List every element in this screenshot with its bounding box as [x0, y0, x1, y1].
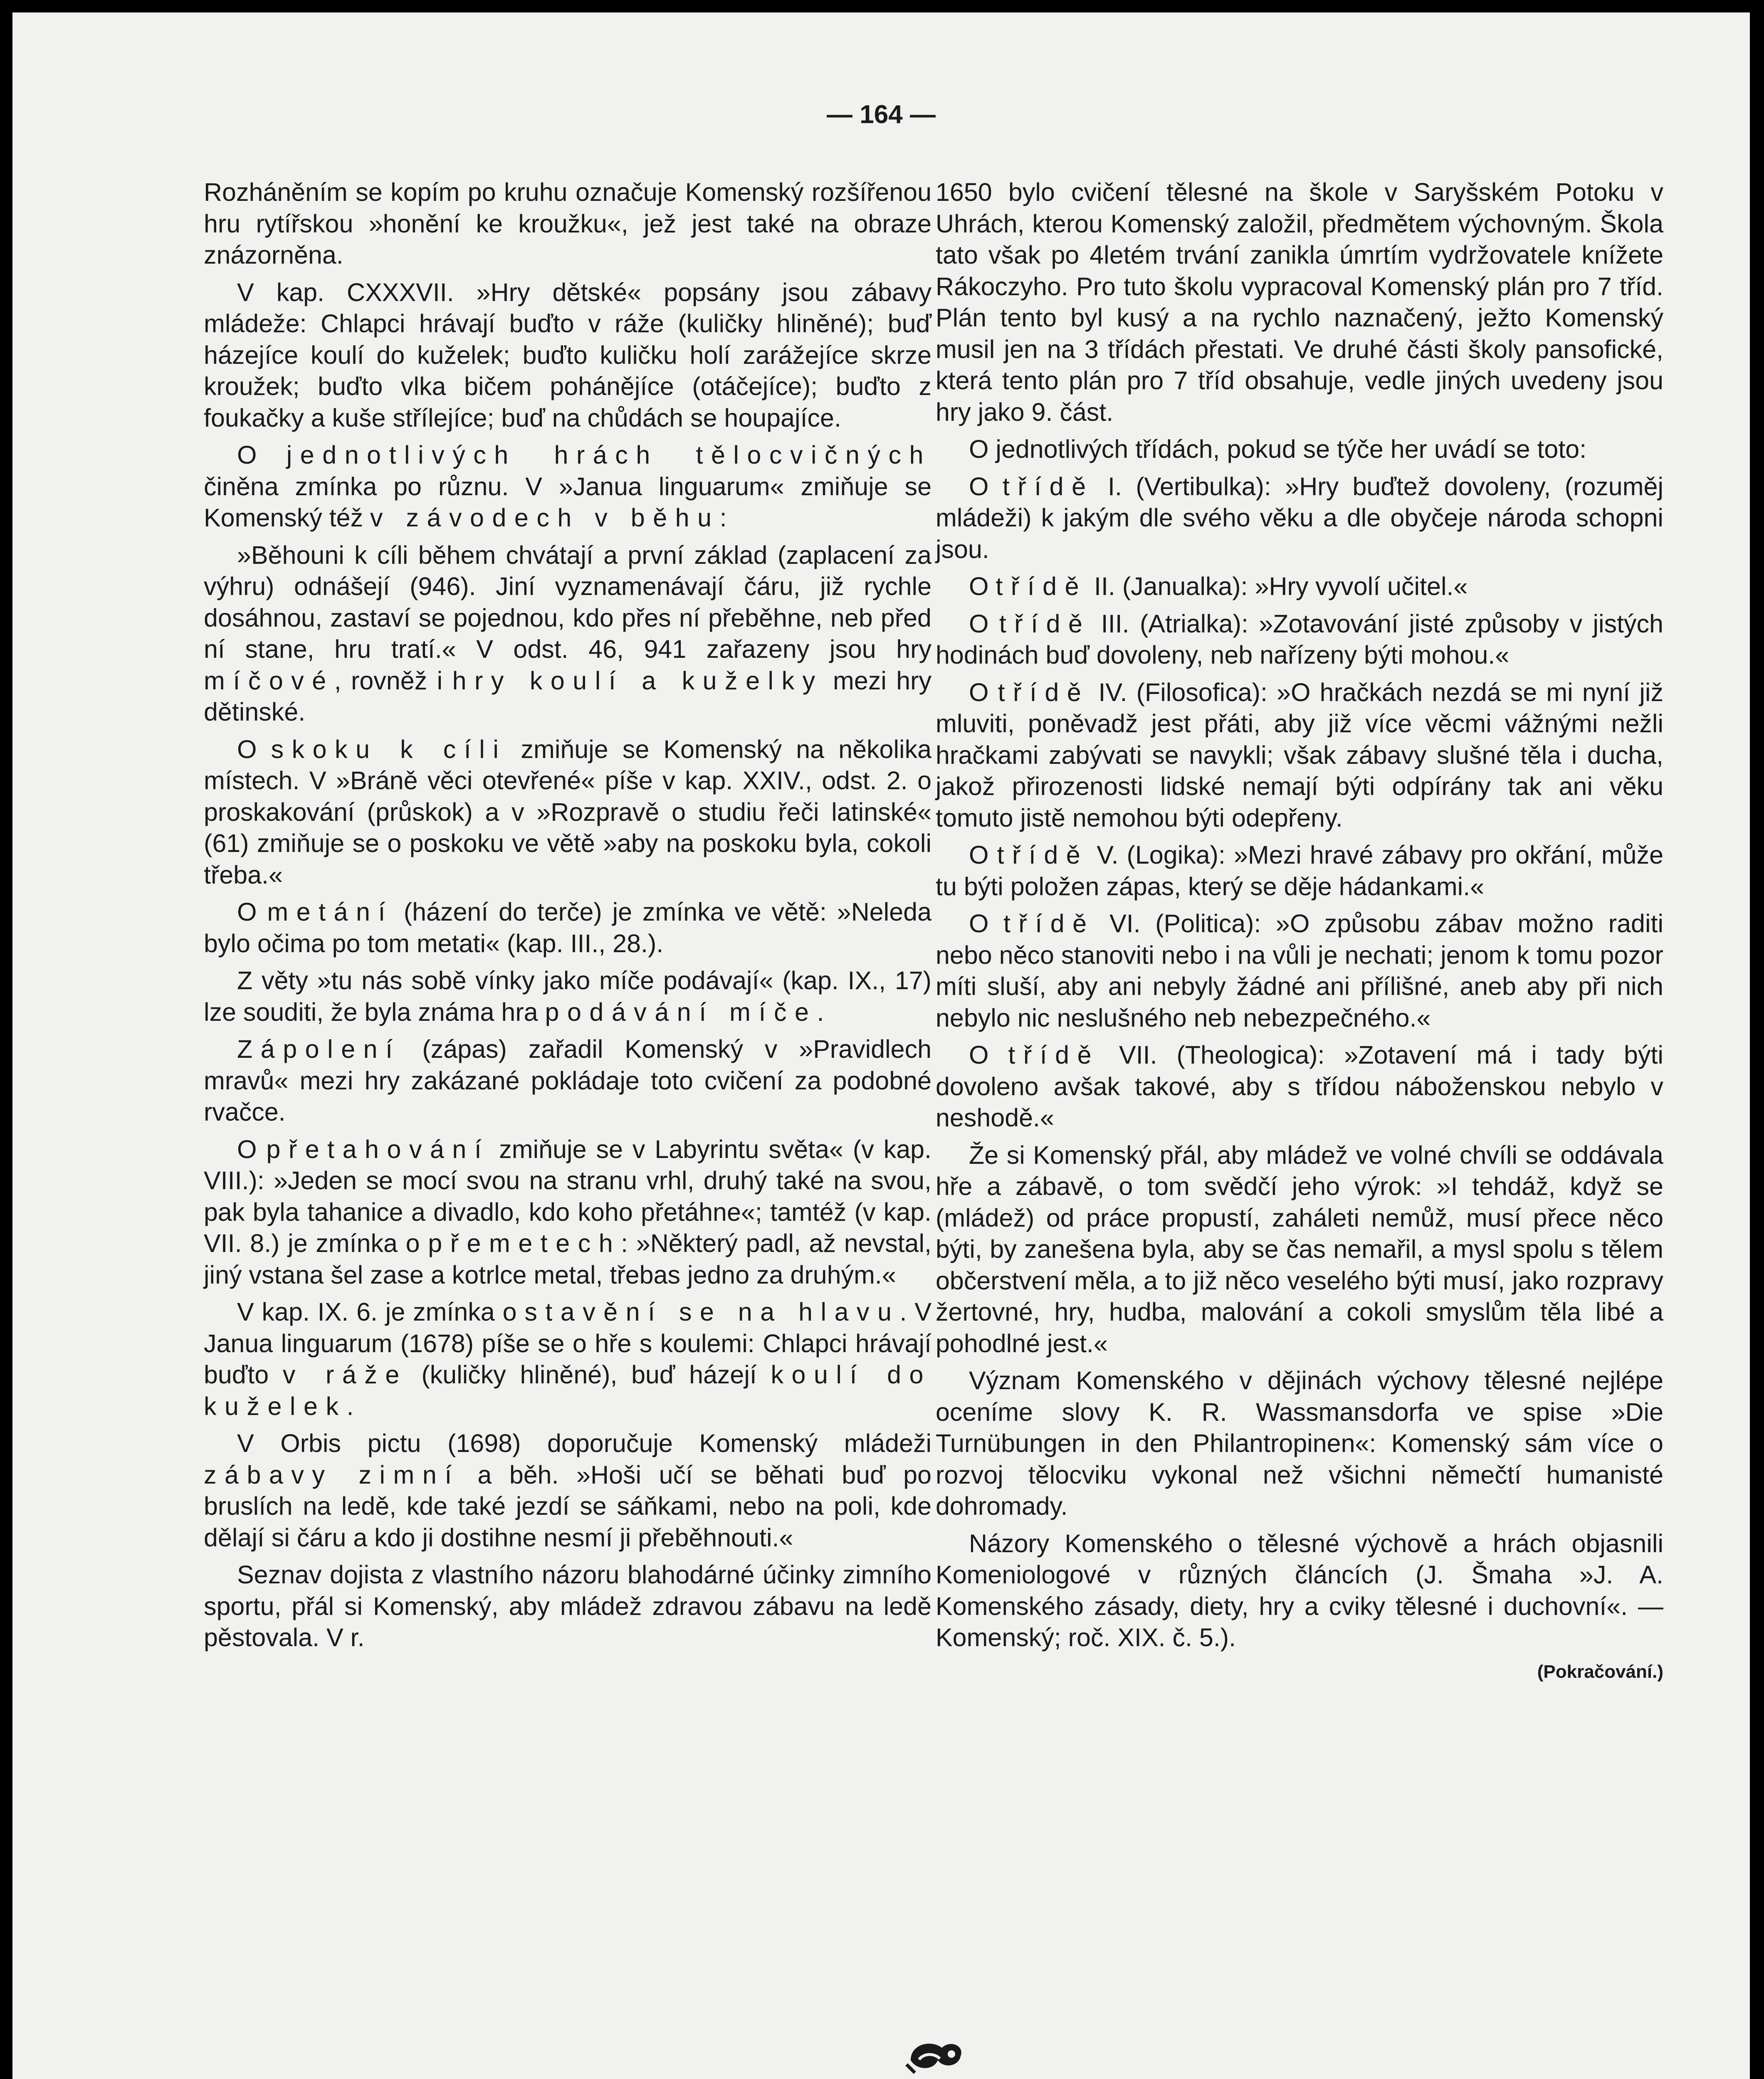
- continued-note: (Pokračování.): [1537, 1661, 1663, 1682]
- paragraph: Že si Komenský přál, aby mládež ve volné chvíli se oddávala hře a zábavě, o tom svědčí jeho výrok: »I tehdáž, když se (mládež) od práce propustí, zaháleti nemůž, musí přece něco býti, by zanešena byla, aby se čas nemařil, a mysl spolu s tělem občerstvení měla, a to již něco veselého býti musí, jako rozpravy žertovné, hry, hudba, malování a cokoli smyslům těla libé a pohodlné jest.«: [936, 1141, 1663, 1358]
- paragraph: Seznav dojista z vlastního názoru blahodárné účinky zimního sportu, přál si Komenský, aby mládež zdravou zábavu na ledě pěstovala. V r.: [204, 1560, 931, 1652]
- paragraph: Názory Komenského o tělesné výchově a hrách objasnili Komeniologové v různých článcích (J. Šmaha »J. A. Komenského zásady, diety, hry a cviky tělesné i duchovní«. — Komenský; roč. XIX. č. 5.).: [936, 1529, 1663, 1652]
- spaced-term: míčové: [204, 666, 334, 695]
- paragraph: V Orbis pictu (1698) doporučuje Komenský mládeži zábavy zimní a běh. »Hoši učí se běhati buď po bruslích na ledě, kde také jezdí se sáňkami, nebo na poli, kde dělají si čáru a kdo ji dostihne nesmí ji přeběhnouti.«: [204, 1429, 932, 1552]
- spaced-term: třídě: [1008, 1041, 1100, 1069]
- spaced-term: třídě: [998, 678, 1090, 706]
- spaced-term: Zápolení: [237, 1035, 401, 1063]
- spaced-term: metání: [267, 898, 393, 926]
- paragraph: Zápolení (zápas) zařadil Komenský v »Pravidlech mravů« mezi hry zakázané pokládaje toto cvičení za podobné rvačce.: [204, 1035, 931, 1126]
- spaced-term: hry koulí a kuželky: [452, 666, 823, 695]
- spaced-term: v ráže: [282, 1360, 408, 1389]
- spaced-term: třídě: [999, 609, 1091, 638]
- paragraph: 1650 bylo cvičení tělesné na škole v Saryšském Potoku v Uhrách, kterou Komenský založil, předmětem výchovným. Škola tato však po 4letém trvání zanikla úmrtím vydržovatele knížete Rákoczyho. Pro tuto školu vypracoval Komenský plán pro 7 tříd. Plán tento byl kusý a na rychlo naznačený, ježto Komenský musil jen na 3 třídách přestati. Ve druhé části školy pansofické, která tento plán pro 7 tříd obsahuje, vedle jiných uvedeny jsou hry jako 9. část.: [936, 178, 1663, 426]
- paragraph: O třídě VII. (Theologica): »Zotavení má i tady býti dovoleno avšak takové, aby s třídou náboženskou nebylo v neshodě.«: [936, 1041, 1663, 1132]
- paragraph: O jednotlivých hrách tělocvičných činěna zmínka po různu. V »Janua linguarum« zmiňuje se Komenský též v závodech v běhu:: [204, 441, 931, 532]
- spaced-term: skoku k cíli: [271, 735, 507, 763]
- spaced-term: zábavy zimní: [204, 1460, 460, 1489]
- spaced-term: třídě: [997, 841, 1089, 869]
- spaced-term: třídě: [996, 572, 1087, 600]
- spaced-term: podávání míče: [545, 998, 817, 1026]
- spaced-term: přemetech: [428, 1229, 621, 1257]
- paragraph: O třídě VI. (Politica): »O způsobu zábav možno raditi nebo něco stanoviti nebo i na vůli je nechati; jenom k tomu pozor míti sluší, aby ani nebyly žádné ani přílišné, aneb aby při nich nebylo nic neslušného neb nebezpečného.«: [936, 909, 1663, 1032]
- paragraph: O třídě I. (Vertibulka): »Hry buďtež dovoleny, (rozuměj mládeži) k jakým dle svého věku a dle obyčeje národa schopni jsou.: [936, 472, 1663, 563]
- paragraph: V kap. CXXXVII. »Hry dětské« popsány jsou zábavy mládeže: Chlapci hrávají buďto v ráže (kuličky hliněné); buď házejíce koulí do kuželek; buďto kuličku holí zarážejíce skrze kroužek; buďto vlka bičem pohánějíce (otáčejíce); buďto z foukačky a kuše střílejíce; buď na chůdách se houpajíce.: [204, 278, 931, 432]
- spaced-term: koulí do kuželek: [204, 1360, 932, 1420]
- paragraph: O přetahování zmiňuje se v Labyrintu světa« (v kap. VIII.): »Jeden se mocí svou na stranu vrhl, druhý také na svou, pak byla tahanice a divadlo, kdo koho přetáhne«; tamtéž (v kap. VII. 8.) je zmínka o přemetech: »Některý padl, až nevstal, jiný vstana šel zase a kotrlce metal, třebas jedno za druhým.«: [204, 1135, 931, 1289]
- paragraph: O třídě II. (Janualka): »Hry vyvolí učitel.«: [969, 572, 1468, 600]
- spaced-term: jednotlivých hrách tělocvičných: [286, 441, 931, 469]
- spaced-term: v závodech v běhu: [370, 504, 720, 532]
- paragraph: Z věty »tu nás sobě vínky jako míče podávají« (kap. IX., 17) lze souditi, že byla známa hra podávání míče.: [204, 966, 931, 1026]
- paragraph: Rozháněním se kopím po kruhu označuje Komenský rozšířenou hru rytířskou »honění ke kroužku«, jež jest také na obraze znázorněna.: [204, 178, 931, 269]
- page-sheet: [12, 12, 1750, 2079]
- spaced-term: třídě: [1002, 472, 1094, 501]
- paragraph: V kap. IX. 6. je zmínka o stavění se na hlavu. V Janua linguarum (1678) píše se o hře s koulemi: Chlapci hrávají buďto v ráže (kuličky hliněné), buď házejí koulí do kuželek.: [204, 1298, 932, 1420]
- paragraph: O třídě III. (Atrialka): »Zotavování jisté způsoby v jistých hodinách buď dovoleny, neb nařízeny býti mohou.«: [936, 609, 1663, 669]
- paragraph: O metání (házení do terče) je zmínka ve větě: »Neleda bylo očima po tom metati« (kap. III., 28.).: [204, 898, 931, 958]
- paragraph: »Běhouni k cíli během chvátají a první základ (zaplacení za výhru) odnášejí (946). Jiní vyznamenávají čáru, již rychle dosáhnou, zastaví se pojednou, kdo přes ní přeběhne, neb před ní stane, hru tratí.« V odst. 46, 941 zařazeny jsou hry míčové, rovněž i hry koulí a kuželky mezi hry dětinské.: [204, 541, 931, 726]
- spaced-term: stavění se na hlavu: [524, 1298, 900, 1326]
- paragraph: O třídě V. (Logika): »Mezi hravé zábavy pro okřání, může tu býti položen zápas, který se děje hádankami.«: [936, 841, 1663, 901]
- spaced-term: třídě: [1003, 909, 1095, 938]
- paragraph: Význam Komenského v dějinách výchovy tělesné nejlépe oceníme slovy K. R. Wassmansdorfa ve spise »Die Turnübungen in den Philantropinen«: Komenský sám více o rozvoj tělocviku vykonal než všichni němečtí humanisté dohromady.: [936, 1366, 1663, 1520]
- paragraph: O skoku k cíli zmiňuje se Komenský na několika místech. V »Bráně věci otevřené« píše v kap. XXIV., odst. 2. o proskakování (průskok) a v »Rozpravě o studiu řeči latinské« (61) zmiňuje se o poskoku ve větě »aby na poskoku byla, cokoli třeba.«: [204, 735, 931, 889]
- right-column: [936, 177, 1663, 1684]
- left-column: [204, 177, 931, 1659]
- page-number: — 164 —: [827, 100, 936, 129]
- spaced-term: přetahování: [266, 1135, 490, 1163]
- paragraph: O třídě IV. (Filosofica): »O hračkách nezdá se mi nyní již mluviti, poněvadž jest přáti, aby již více věcmi vážnými nežli hračkami zabývati se navykli; však zábavy slušné těla i ducha, jakož přirozenosti lidské nemají býti odpírány tak ani věku tomuto jistě nemohou býti odepřeny.: [936, 678, 1663, 832]
- decorative-fleuron-icon: [902, 2031, 969, 2077]
- paragraph: O jednotlivých třídách, pokud se týče her uvádí se toto:: [969, 435, 1587, 463]
